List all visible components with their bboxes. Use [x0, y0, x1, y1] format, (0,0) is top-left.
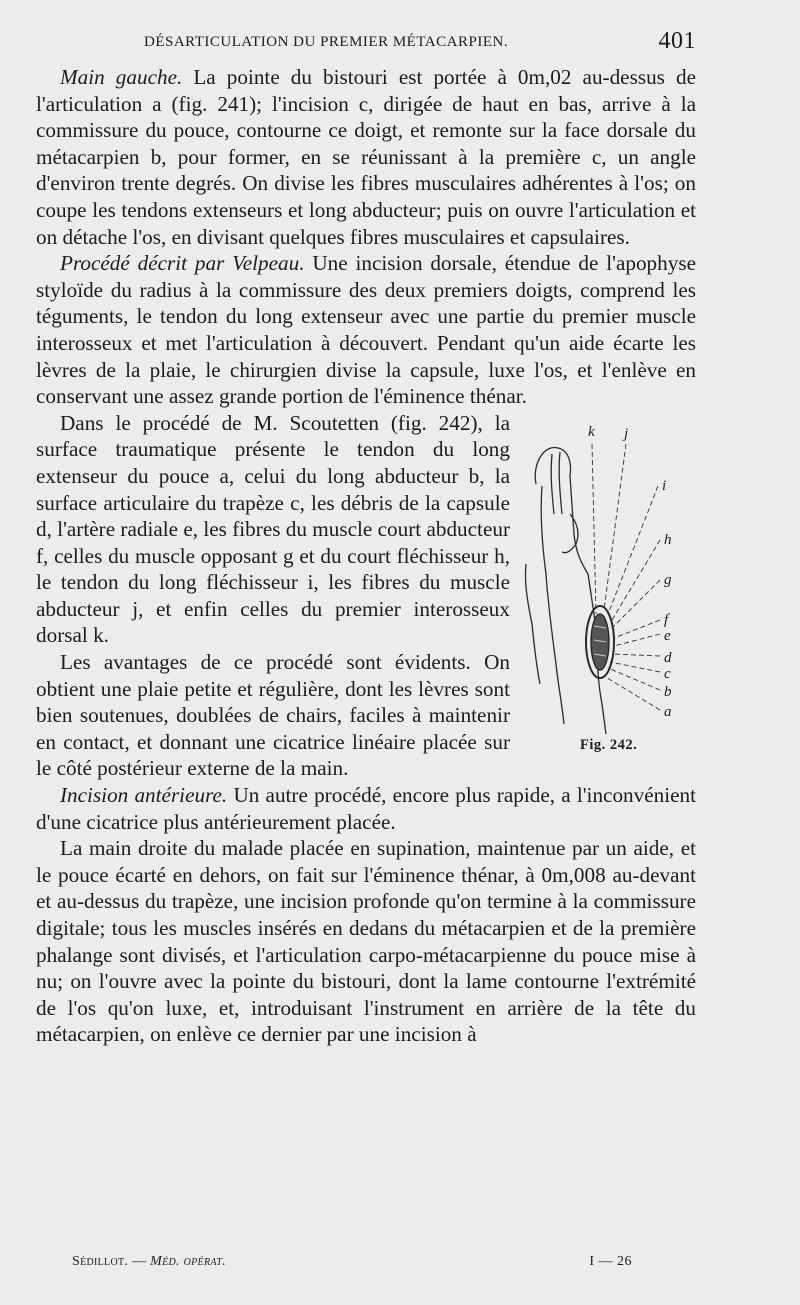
- sheet-signature-mark: I — 26: [589, 1254, 632, 1269]
- label-h: h: [664, 531, 672, 548]
- paragraph-incision-anterieure: [36, 782, 696, 835]
- page-header: [36, 28, 696, 58]
- leader-c: [610, 662, 660, 672]
- paragraph-body: La pointe du bistouri est portée à 0m,02 au-dessus de l'articulation a (fig. 241); l'incision c, dirigée de haut en bas, arrive à la commissure du pouce, contourne ce doigt, et remonte sur la face dorsale du métacarpien b, pour former, en se réunissant à la première c, un angle d'environ trente degrés. On divise les fibres musculaires adhérentes à l'os; on coupe les tendons extenseurs et long abducteur; puis on ouvre l'articulation et on détache l'os, en divisant quelques fibres musculaires et capsulaires.: [36, 65, 696, 249]
- label-f: f: [664, 611, 669, 628]
- paragraph-body: Dans le procédé de M. Scoutetten (fig. 242), la surface traumatique présente le tendon du long extenseur du pouce a, celui du long abducteur b, la surface articulaire du trapèze c, les débris de la capsule d, l'artère radiale e, les fibres du muscle court abducteur f, celles du muscle opposant g et du court fléchisseur h, le tendon du long fléchisseur i, les fibres du muscle abducteur j, et enfin celles du premier interosseux dorsal k.: [36, 410, 510, 648]
- page-number: 401: [658, 28, 696, 54]
- finger-outline-2: [551, 452, 562, 514]
- leader-j: [604, 444, 626, 610]
- wrist-line: [525, 564, 540, 684]
- figure-caption: Fig. 242.: [580, 736, 638, 753]
- figure-labels: [588, 424, 672, 720]
- paragraph-lead: Main gauche.: [60, 65, 183, 89]
- footer-author: Sédillot.: [72, 1254, 129, 1269]
- leader-b: [608, 668, 660, 690]
- page-footer: [72, 1254, 632, 1278]
- leader-h: [612, 540, 660, 620]
- leader-lines: [592, 444, 660, 710]
- leader-k: [592, 444, 596, 614]
- paragraph-main-gauche: [36, 64, 696, 250]
- hand-illustration: [522, 414, 704, 744]
- label-k: k: [588, 423, 595, 440]
- leader-i: [608, 486, 658, 614]
- label-g: g: [664, 571, 672, 588]
- leader-d: [612, 654, 660, 656]
- label-j: j: [624, 425, 629, 442]
- label-b: b: [664, 683, 672, 700]
- footer-separator: —: [128, 1254, 151, 1269]
- body-text: [36, 64, 696, 1048]
- footer-work: Méd. opérat.: [150, 1254, 227, 1269]
- running-title: DÉSARTICULATION DU PREMIER MÉTACARPIEN.: [144, 34, 509, 50]
- paragraph-body: Une incision dorsale, étendue de l'apophyse styloïde du radius à la commissure des deux premiers doigts, comprend les téguments, le tendon du long extenseur avec une partie du premier muscle interosseux et met l'articulation à découvert. Pendant qu'un aide écarte les lèvres de la plaie, le chirurgien divise la capsule, luxe l'os, et l'enlève en conservant une assez grande portion de l'éminence thénar.: [36, 251, 696, 409]
- leader-f: [614, 620, 660, 638]
- paragraph-velpeau: [36, 250, 696, 410]
- footer-signature: [72, 1254, 226, 1270]
- label-c: c: [664, 665, 671, 682]
- finger-outline: [541, 486, 564, 724]
- paragraph-main-droite: [36, 835, 696, 1048]
- leader-g: [612, 580, 660, 628]
- leader-a: [604, 676, 660, 710]
- wound-inner: [591, 614, 609, 670]
- label-d: d: [664, 649, 672, 666]
- paragraph-body: Les avantages de ce procédé sont évidents. On obtient une plaie petite et régulière, dont les lèvres sont bien soutenues, doublées de chairs, faciles à maintenir en contact, et donnant une cicatrice linéaire placée sur le côté postérieur externe de la main.: [36, 650, 510, 781]
- label-e: e: [664, 627, 671, 644]
- label-a: a: [664, 703, 672, 720]
- label-i: i: [662, 477, 667, 494]
- paragraph-body: Un autre procédé, encore plus rapide, a l'inconvénient d'une cicatrice plus antérieurement placée.: [36, 783, 696, 834]
- paragraph-body: La main droite du malade placée en supination, maintenue par un aide, et le pouce écarté en dehors, on fait sur l'éminence thénar, à 0m,008 au-devant et au-dessus du trapèze, une incision profonde qu'on termine à la commissure digitale; tous les muscles insérés en dedans du métacarpien et de la première phalange sont divisés, et l'articulation carpo-métacarpienne du pouce mise à nu; on l'ouvre avec la pointe du bistouri, dont la lame contourne l'extrémité de l'os qu'on luxe, et, introduisant l'instrument en arrière de la tête du métacarpien, on enlève ce dernier par une incision à: [36, 836, 696, 1047]
- figure-242: [522, 414, 704, 774]
- paragraph-lead: Procédé décrit par Velpeau.: [60, 251, 305, 276]
- paragraph-lead: Incision antérieure.: [60, 783, 228, 808]
- leader-e: [614, 634, 660, 646]
